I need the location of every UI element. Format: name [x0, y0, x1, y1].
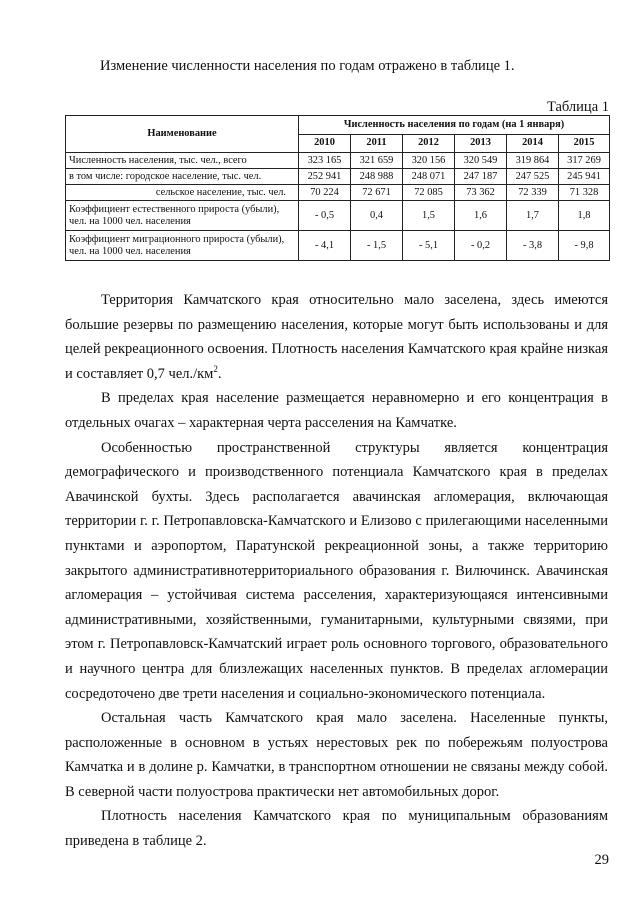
paragraph: В пределах края население размещается неравномерно и его концентрация в отдельных очагах – характерная черта расселения на Камчатке.	[65, 390, 608, 431]
table-cell: 1,7	[507, 201, 559, 231]
table-cell: 71 328	[559, 185, 610, 201]
table-cell: - 9,8	[559, 231, 610, 261]
table-cell: 320 156	[403, 153, 455, 169]
column-header-name: Наименование	[66, 116, 299, 153]
page-number: 29	[594, 852, 609, 868]
table-cell: 72 339	[507, 185, 559, 201]
row-label: в том числе: городское население, тыс. чел.	[66, 169, 299, 185]
row-label: Численность населения, тыс. чел., всего	[66, 153, 299, 169]
table-cell: 72 671	[351, 185, 403, 201]
table-cell: - 4,1	[299, 231, 351, 261]
paragraph: Особенностью пространственной структуры является концентрация демографического и производственного потенциала Камчатского края в пределах Авачинской бухты. Здесь располагается авачинская агломерация, включающая территории г. г. Петропавловска-Камчатского и Елизово с прилегающими населенными пунктами и аэропортом, Паратунской рекреационной зоны, а также территорию закрытого административнотерриториального образования г. Вилючинск. Авачинская агломерация – устойчивая система расселения, характеризующаяся интенсивными административными, хозяйственными, гуманитарными, культурными связями, при этом г. Петропавловск-Камчатский играет роль основного торгового, образовательного и научного центра для близлежащих населенных пунктов. В пределах агломерации сосредоточено две трети населения и социально-экономического потенциала.	[65, 439, 608, 702]
intro-sentence: Изменение численности населения по годам отражено в таблице 1.	[100, 58, 515, 74]
table-cell: 1,8	[559, 201, 610, 231]
paragraph-text: Территория Камчатского края относительно мало заселена, здесь имеются большие резервы по размещению населения, которые могут быть использованы и для целей рекреационного освоения. Плотность населения Камчатского края крайне низкая и составляет 0,7 чел./км	[65, 292, 608, 382]
body-text	[65, 288, 608, 854]
column-header-year: 2015	[559, 134, 610, 153]
table-row	[66, 185, 610, 201]
paragraph: Плотность населения Камчатского края по муниципальным образованиям приведена в таблице 2.	[65, 808, 608, 850]
table-cell: 248 988	[351, 169, 403, 185]
column-header-year: 2010	[299, 134, 351, 153]
table-row	[66, 153, 610, 169]
table-cell: 72 085	[403, 185, 455, 201]
table-cell: 317 269	[559, 153, 610, 169]
paragraph: Остальная часть Камчатского края мало заселена. Населенные пункты, расположенные в основном в устьях нерестовых рек по побережьям полуострова Камчатка и в долине р. Камчатки, в транспортном отношении не связаны между собой. В северной части полуострова практически нет автомобильных дорог.	[65, 710, 608, 800]
table-cell: 1,5	[403, 201, 455, 231]
table-cell: 0,4	[351, 201, 403, 231]
population-table	[65, 115, 610, 261]
row-label: сельское население, тыс. чел.	[66, 185, 299, 201]
table-cell: 245 941	[559, 169, 610, 185]
row-label: Коэффициент естественного прироста (убыли), чел. на 1000 чел. населения	[66, 201, 299, 231]
table-cell: 323 165	[299, 153, 351, 169]
superscript: 2	[213, 363, 218, 374]
table-cell: 320 549	[455, 153, 507, 169]
column-header-year: 2014	[507, 134, 559, 153]
column-header-year: 2011	[351, 134, 403, 153]
column-header-year: 2013	[455, 134, 507, 153]
table-cell: 319 864	[507, 153, 559, 169]
table-cell: 248 071	[403, 169, 455, 185]
table-cell: 252 941	[299, 169, 351, 185]
table-cell: - 0,5	[299, 201, 351, 231]
table-row	[66, 231, 610, 261]
table-cell: 70 224	[299, 185, 351, 201]
table-cell: 1,6	[455, 201, 507, 231]
table-header-row	[66, 116, 610, 135]
table-cell: 321 659	[351, 153, 403, 169]
paragraph	[65, 288, 608, 386]
row-label: Коэффициент миграционного прироста (убыли), чел. на 1000 чел. населения	[66, 231, 299, 261]
table-row	[66, 169, 610, 185]
table-cell: 247 187	[455, 169, 507, 185]
table-cell: - 1,5	[351, 231, 403, 261]
table-cell: 73 362	[455, 185, 507, 201]
table-cell: - 5,1	[403, 231, 455, 261]
table-row	[66, 201, 610, 231]
table-cell: - 3,8	[507, 231, 559, 261]
table-caption: Таблица 1	[546, 99, 609, 115]
column-group-header: Численность населения по годам (на 1 января)	[299, 116, 610, 135]
column-header-year: 2012	[403, 134, 455, 153]
table-cell: - 0,2	[455, 231, 507, 261]
table-cell: 247 525	[507, 169, 559, 185]
paragraph-end: .	[217, 365, 222, 382]
